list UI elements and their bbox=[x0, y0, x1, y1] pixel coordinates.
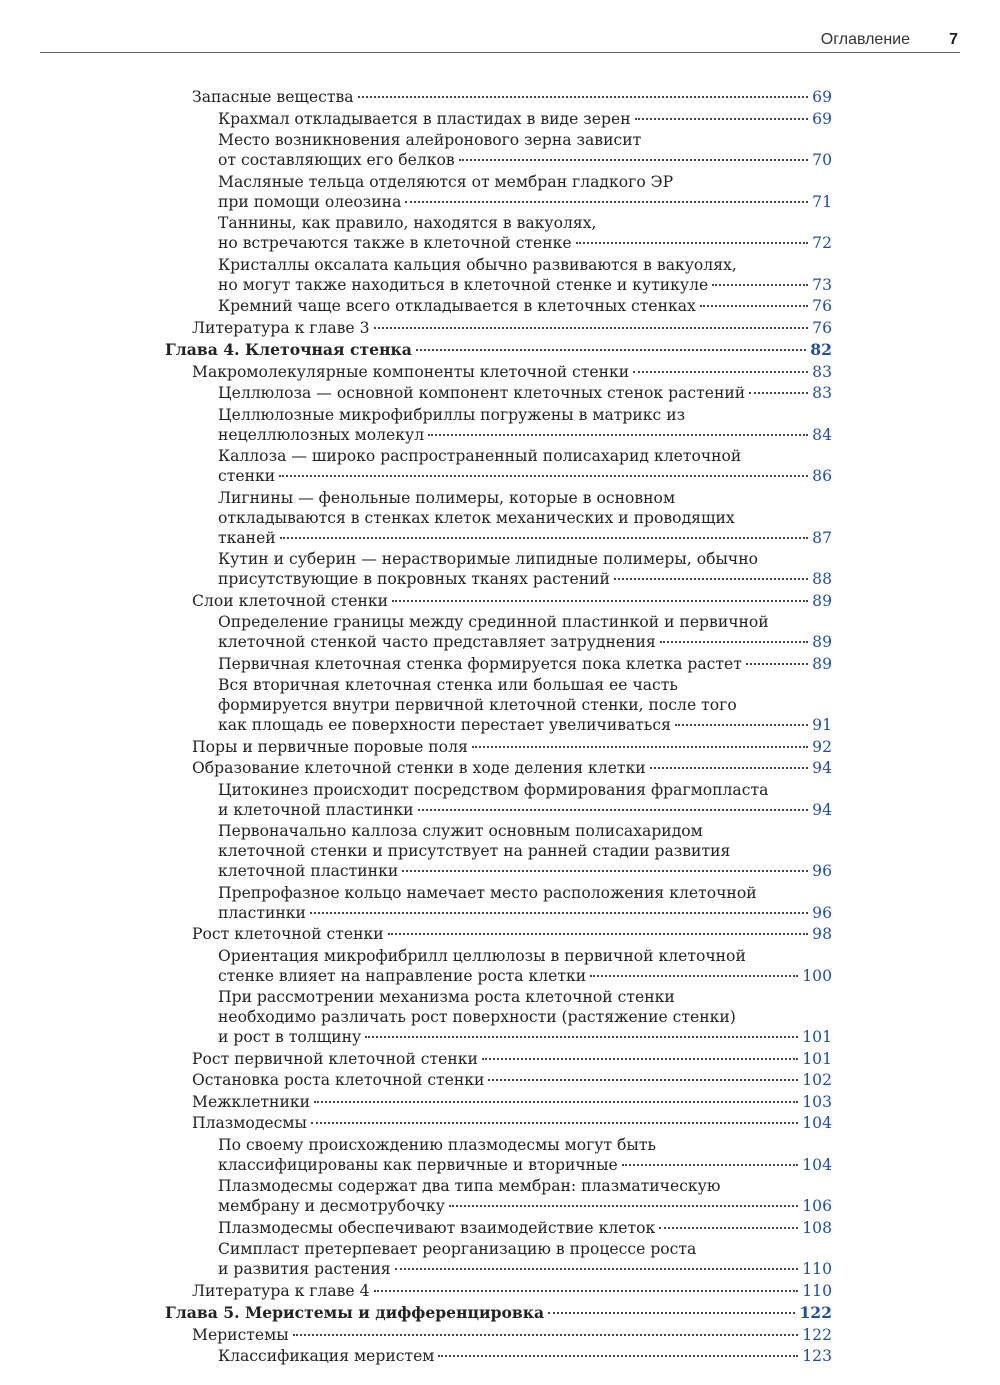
toc-entry-text: Меристемы bbox=[192, 1325, 289, 1344]
toc-entry[interactable] bbox=[165, 821, 832, 881]
toc-entry-text: тканей bbox=[218, 528, 276, 547]
toc-entry-text: Препрофазное кольцо намечает место расположения клеточной bbox=[218, 883, 757, 902]
toc-page-number[interactable]: 92 bbox=[812, 737, 832, 756]
toc-entry-line bbox=[192, 318, 832, 338]
toc-entry-line bbox=[218, 632, 832, 652]
toc-entry-text: По своему происхождению плазмодесмы могут быть bbox=[218, 1135, 656, 1154]
toc-entry-line bbox=[218, 1155, 832, 1175]
toc-entry-text: Поры и первичные поровые поля bbox=[192, 737, 468, 756]
toc-entry-line bbox=[218, 903, 832, 923]
dot-leader bbox=[675, 724, 808, 726]
toc-entry-text: присутствующие в покровных тканях растений bbox=[218, 570, 610, 588]
toc-entry-line bbox=[218, 654, 832, 674]
toc-entry[interactable] bbox=[165, 1325, 832, 1345]
toc-page-number[interactable]: 100 bbox=[802, 966, 832, 985]
toc-page-number[interactable]: 86 bbox=[812, 467, 832, 485]
toc-entry-line bbox=[192, 1113, 832, 1133]
toc-entry-line bbox=[218, 233, 832, 253]
toc-entry-text: Межклетники bbox=[192, 1092, 310, 1111]
toc-entry-text: классифицированы как первичные и вторичные bbox=[218, 1155, 618, 1174]
toc-entry-text: Цитокинез происходит посредством формирования фрагмопласта bbox=[218, 780, 769, 799]
toc-page-number[interactable]: 96 bbox=[812, 903, 832, 922]
toc-page-number[interactable]: 98 bbox=[812, 925, 832, 943]
toc-entry-line bbox=[218, 1027, 832, 1047]
toc-entry-line bbox=[218, 296, 832, 316]
toc-entry[interactable] bbox=[165, 405, 832, 445]
toc-entry-text: Вся вторичная клеточная стенка или большая ее часть bbox=[218, 676, 678, 694]
toc-entry[interactable] bbox=[165, 109, 832, 129]
dot-leader bbox=[614, 578, 808, 580]
toc-entry-line bbox=[192, 591, 832, 611]
toc-entry[interactable] bbox=[165, 488, 832, 548]
dot-leader bbox=[659, 1227, 798, 1229]
dot-leader bbox=[311, 1122, 798, 1124]
toc-entry[interactable] bbox=[165, 1070, 832, 1090]
toc-entry[interactable] bbox=[165, 1135, 832, 1175]
dot-leader bbox=[459, 159, 808, 161]
toc-entry[interactable] bbox=[165, 255, 832, 295]
toc-entry-line bbox=[192, 1325, 832, 1345]
toc-entry-text: от составляющих его белков bbox=[218, 151, 455, 169]
toc-page-number[interactable]: 76 bbox=[812, 318, 832, 337]
toc-page-number[interactable]: 94 bbox=[812, 759, 832, 777]
dot-leader bbox=[472, 746, 808, 748]
toc-entry[interactable] bbox=[165, 758, 832, 778]
toc-page-number[interactable]: 82 bbox=[810, 339, 832, 359]
toc-page-number[interactable]: 89 bbox=[812, 654, 832, 673]
toc-page-number[interactable]: 110 bbox=[802, 1260, 832, 1278]
toc-page-number[interactable]: 104 bbox=[802, 1155, 832, 1174]
toc-entry-text: Первоначально каллоза служит основным полисахаридом bbox=[218, 822, 703, 840]
toc-entry-line bbox=[192, 737, 832, 757]
toc-entry-text: Определение границы между срединной пластинкой и первичной bbox=[218, 613, 769, 631]
toc-page-number[interactable]: 88 bbox=[812, 570, 832, 588]
toc-entry-line bbox=[218, 966, 832, 986]
dot-leader bbox=[635, 118, 809, 120]
toc-entry-text: Плазмодесмы bbox=[192, 1114, 307, 1132]
toc-page-number[interactable]: 84 bbox=[812, 425, 832, 444]
toc-page-number[interactable]: 106 bbox=[802, 1197, 832, 1215]
toc-entry-line bbox=[218, 109, 832, 129]
toc-entry-text: Первичная клеточная стенка формируется пока клетка растет bbox=[218, 654, 742, 673]
toc-page-number[interactable]: 83 bbox=[812, 362, 832, 381]
toc-page-number[interactable]: 72 bbox=[812, 234, 832, 252]
dot-leader bbox=[314, 1101, 798, 1103]
toc-entry[interactable] bbox=[165, 654, 832, 674]
toc-entry-line bbox=[218, 1259, 832, 1279]
toc-entry-text: но могут также находиться в клеточной стенке и кутикуле bbox=[218, 275, 709, 294]
toc-entry[interactable] bbox=[165, 780, 832, 820]
toc-entry-text: клеточной пластинки bbox=[218, 862, 399, 880]
toc-entry-text: Рост первичной клеточной стенки bbox=[192, 1049, 478, 1068]
toc-entry[interactable] bbox=[165, 1239, 832, 1279]
toc-entry-line bbox=[192, 87, 832, 107]
toc-entry[interactable] bbox=[165, 1049, 832, 1069]
toc-entry-line bbox=[218, 150, 832, 170]
toc-page-number[interactable]: 101 bbox=[802, 1049, 832, 1068]
toc-entry-text: Остановка роста клеточной стенки bbox=[192, 1071, 485, 1089]
toc-page-number[interactable]: 89 bbox=[812, 591, 832, 610]
toc-entry-line bbox=[192, 1281, 832, 1301]
toc-entry-text: Классификация меристем bbox=[218, 1347, 435, 1365]
toc-entry-text: мембрану и десмотрубочку bbox=[218, 1197, 445, 1215]
dot-leader bbox=[358, 96, 809, 98]
dot-leader bbox=[660, 641, 808, 643]
dot-leader bbox=[392, 600, 808, 602]
toc-entry[interactable] bbox=[165, 318, 832, 338]
toc-entry-text: Таннины, как правило, находятся в вакуолях, bbox=[218, 214, 597, 232]
dot-leader bbox=[548, 1312, 795, 1314]
toc-entry-text: Целлюлозные микрофибриллы погружены в матрикс из bbox=[218, 405, 686, 424]
dot-leader bbox=[374, 327, 809, 329]
dot-leader bbox=[746, 663, 808, 665]
toc-page-number[interactable]: 110 bbox=[802, 1281, 832, 1300]
page-number: 7 bbox=[949, 31, 958, 48]
dot-leader bbox=[488, 1079, 798, 1081]
dot-leader bbox=[712, 284, 808, 286]
dot-leader bbox=[402, 870, 808, 872]
running-title: Оглавление bbox=[820, 31, 910, 48]
toc-entry-text: пластинки bbox=[218, 903, 306, 922]
toc-page-number[interactable]: 94 bbox=[812, 800, 832, 819]
toc-entry-line bbox=[218, 715, 832, 735]
dot-leader bbox=[633, 371, 808, 373]
dot-leader bbox=[310, 912, 808, 914]
toc-entry[interactable] bbox=[165, 446, 832, 486]
toc-entry-text: при помощи олеозина bbox=[218, 192, 402, 211]
dot-leader bbox=[590, 975, 798, 977]
toc-page-number[interactable]: 122 bbox=[802, 1325, 832, 1344]
toc-entry-text: Глава 5. Меристемы и дифференцировка bbox=[165, 1302, 545, 1322]
toc-entry[interactable] bbox=[165, 987, 832, 1047]
toc-entry-line bbox=[218, 466, 832, 486]
dot-leader bbox=[388, 933, 809, 935]
toc-entry-text: Рост клеточной стенки bbox=[192, 925, 384, 943]
toc-page-number[interactable]: 87 bbox=[812, 528, 832, 547]
toc-entry-text: Кремний чаще всего откладывается в клеточных стенках bbox=[218, 297, 696, 315]
toc-entry-line bbox=[192, 1070, 832, 1090]
toc-entry-text: Место возникновения алейронового зерна зависит bbox=[218, 131, 642, 149]
toc-entry[interactable] bbox=[165, 883, 832, 923]
toc-entry[interactable] bbox=[165, 87, 832, 107]
dot-leader bbox=[280, 537, 808, 539]
toc-entry-line bbox=[192, 362, 832, 382]
toc-entry-text: Литература к главе 3 bbox=[192, 318, 370, 337]
dot-leader bbox=[749, 392, 808, 394]
dot-leader bbox=[700, 305, 808, 307]
toc-entry-text: стенки bbox=[218, 467, 276, 485]
toc-entry-text: Макромолекулярные компоненты клеточной стенки bbox=[192, 362, 630, 381]
toc-entry[interactable] bbox=[165, 1281, 832, 1301]
toc-entry-line bbox=[218, 528, 832, 548]
toc-page-number[interactable]: 108 bbox=[802, 1218, 832, 1237]
toc-entry[interactable] bbox=[165, 1092, 832, 1112]
toc-entry[interactable] bbox=[165, 591, 832, 611]
toc-entry-line bbox=[218, 1218, 832, 1238]
toc-entry-text: Целлюлоза — основной компонент клеточных стенок растений bbox=[218, 384, 746, 402]
toc-entry-line bbox=[218, 1346, 832, 1366]
toc-entry-text: необходимо различать рост поверхности (растяжение стенки) bbox=[218, 1008, 736, 1026]
dot-leader bbox=[622, 1164, 799, 1166]
toc-page-number[interactable]: 83 bbox=[812, 384, 832, 402]
toc-entry-text: и клеточной пластинки bbox=[218, 800, 414, 819]
toc-entry-line bbox=[192, 758, 832, 778]
table-of-contents bbox=[165, 87, 832, 1368]
toc-page-number[interactable]: 73 bbox=[812, 275, 832, 294]
toc-entry-text: как площадь ее поверхности перестает увеличиваться bbox=[218, 716, 671, 734]
toc-entry-line bbox=[218, 383, 832, 403]
dot-leader bbox=[418, 809, 809, 811]
toc-page-number[interactable]: 101 bbox=[802, 1028, 832, 1046]
dot-leader bbox=[405, 201, 808, 203]
toc-page-number[interactable]: 76 bbox=[812, 297, 832, 315]
toc-entry[interactable] bbox=[165, 130, 832, 170]
toc-page-number[interactable]: 122 bbox=[799, 1302, 832, 1322]
dot-leader bbox=[438, 1355, 798, 1357]
toc-entry-line bbox=[192, 924, 832, 944]
toc-entry-text: Плазмодесмы обеспечивают взаимодействие клеток bbox=[218, 1218, 656, 1237]
toc-entry-text: Ориентация микрофибрилл целлюлозы в первичной клеточной bbox=[218, 946, 746, 965]
toc-entry-text: Плазмодесмы содержат два типа мембран: плазматическую bbox=[218, 1177, 721, 1195]
toc-entry-text: При рассмотрении механизма роста клеточной стенки bbox=[218, 988, 675, 1006]
toc-page-number[interactable]: 102 bbox=[802, 1071, 832, 1089]
toc-page-number[interactable]: 89 bbox=[812, 633, 832, 651]
toc-entry[interactable] bbox=[165, 362, 832, 382]
toc-page-number[interactable]: 69 bbox=[812, 109, 832, 128]
toc-entry-text: и развития растения bbox=[218, 1260, 391, 1278]
dot-leader bbox=[449, 1205, 798, 1207]
toc-entry[interactable] bbox=[165, 213, 832, 253]
toc-entry[interactable] bbox=[165, 1176, 832, 1216]
toc-entry-line bbox=[165, 340, 832, 360]
dot-leader bbox=[428, 434, 808, 436]
toc-chapter-entry[interactable] bbox=[165, 340, 832, 360]
toc-entry-text: откладываются в стенках клеток механических и проводящих bbox=[218, 508, 735, 527]
toc-entry-text: нецеллюлозных молекул bbox=[218, 425, 425, 444]
toc-entry[interactable] bbox=[165, 549, 832, 589]
toc-entry[interactable] bbox=[165, 737, 832, 757]
toc-entry-line bbox=[192, 1049, 832, 1069]
toc-entry-text: Литература к главе 4 bbox=[192, 1281, 370, 1300]
toc-entry-text: формируется внутри первичной клеточной стенки, после того bbox=[218, 696, 737, 714]
dot-leader bbox=[279, 475, 808, 477]
dot-leader bbox=[293, 1334, 799, 1336]
toc-entry[interactable] bbox=[165, 1346, 832, 1366]
toc-entry-text: стенке влияет на направление роста клетки bbox=[218, 966, 587, 985]
dot-leader bbox=[416, 349, 806, 351]
toc-entry-text: Крахмал откладывается в пластидах в виде зерен bbox=[218, 109, 631, 128]
toc-entry-line bbox=[192, 1092, 832, 1112]
toc-page-number[interactable]: 103 bbox=[802, 1092, 832, 1111]
dot-leader bbox=[374, 1290, 799, 1292]
toc-entry-text: Кристаллы оксалата кальция обычно развиваются в вакуолях, bbox=[218, 255, 737, 274]
toc-entry[interactable] bbox=[165, 1218, 832, 1238]
toc-entry[interactable] bbox=[165, 675, 832, 735]
toc-page-number[interactable]: 91 bbox=[812, 716, 832, 734]
toc-entry-text: Масляные тельца отделяются от мембран гладкого ЭР bbox=[218, 172, 674, 191]
toc-entry-line bbox=[218, 569, 832, 589]
dot-leader bbox=[576, 242, 809, 244]
toc-entry-text: Глава 4. Клеточная стенка bbox=[165, 339, 412, 359]
toc-entry[interactable] bbox=[165, 296, 832, 316]
dot-leader bbox=[395, 1268, 799, 1270]
dot-leader bbox=[482, 1058, 798, 1060]
toc-entry-line bbox=[218, 275, 832, 295]
toc-page-number[interactable]: 96 bbox=[812, 862, 832, 880]
toc-entry-line bbox=[218, 861, 832, 881]
toc-entry-text: Лигнины — фенольные полимеры, которые в основном bbox=[218, 488, 676, 507]
toc-entry-line bbox=[218, 800, 832, 820]
toc-entry-line bbox=[218, 192, 832, 212]
toc-entry-text: но встречаются также в клеточной стенке bbox=[218, 234, 572, 252]
toc-page-number[interactable]: 70 bbox=[812, 151, 832, 169]
toc-entry-text: клеточной стенки и присутствует на ранней стадии развития bbox=[218, 842, 731, 860]
toc-entry[interactable] bbox=[165, 924, 832, 944]
toc-entry-text: Запасные вещества bbox=[192, 88, 354, 106]
dot-leader bbox=[365, 1036, 798, 1038]
toc-chapter-entry[interactable] bbox=[165, 1303, 832, 1323]
toc-entry-text: Симпласт претерпевает реорганизацию в процессе роста bbox=[218, 1240, 697, 1258]
toc-page-number[interactable]: 104 bbox=[802, 1114, 832, 1132]
toc-entry-text: и рост в толщину bbox=[218, 1028, 362, 1046]
toc-entry[interactable] bbox=[165, 1113, 832, 1133]
toc-entry-line bbox=[218, 425, 832, 445]
toc-page-number[interactable]: 69 bbox=[812, 88, 832, 106]
toc-entry[interactable] bbox=[165, 383, 832, 403]
dot-leader bbox=[650, 767, 808, 769]
toc-entry[interactable] bbox=[165, 612, 832, 652]
toc-entry-line bbox=[218, 1196, 832, 1216]
toc-entry[interactable] bbox=[165, 172, 832, 212]
toc-entry-text: Кутин и суберин — нерастворимые липидные полимеры, обычно bbox=[218, 550, 758, 568]
toc-entry[interactable] bbox=[165, 946, 832, 986]
toc-page-number[interactable]: 71 bbox=[812, 192, 832, 211]
toc-entry-text: Образование клеточной стенки в ходе деления клетки bbox=[192, 759, 646, 777]
toc-page-number[interactable]: 123 bbox=[802, 1347, 832, 1365]
running-header bbox=[40, 30, 960, 53]
toc-entry-text: Слои клеточной стенки bbox=[192, 591, 389, 610]
toc-entry-text: Каллоза — широко распространенный полисахарид клеточной bbox=[218, 447, 742, 465]
toc-entry-text: клеточной стенкой часто представляет затруднения bbox=[218, 633, 656, 651]
toc-entry-line bbox=[165, 1303, 832, 1323]
